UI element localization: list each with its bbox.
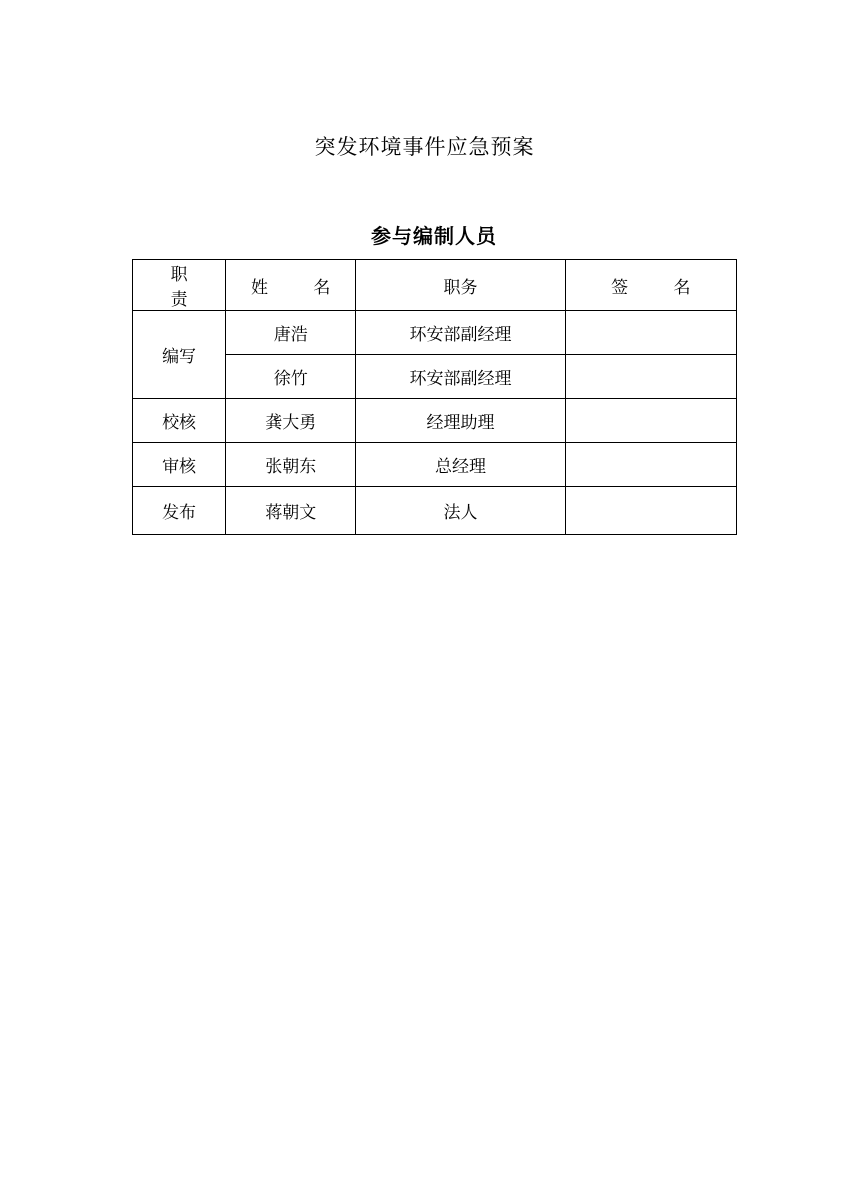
document-title: 突发环境事件应急预案 bbox=[314, 135, 535, 159]
table-row bbox=[133, 311, 737, 355]
signature-cell bbox=[565, 487, 736, 535]
name-cell: 徐竹 bbox=[226, 355, 356, 399]
role-cell: 编写 bbox=[133, 311, 226, 399]
name-cell: 蒋朝文 bbox=[226, 487, 356, 535]
position-cell: 环安部副经理 bbox=[356, 311, 565, 355]
signature-cell bbox=[565, 399, 736, 443]
header-signature: 签 名 bbox=[565, 260, 736, 311]
position-cell: 法人 bbox=[356, 487, 565, 535]
position-cell: 经理助理 bbox=[356, 399, 565, 443]
table-row bbox=[133, 487, 737, 535]
table-row bbox=[133, 443, 737, 487]
position-cell: 环安部副经理 bbox=[356, 355, 565, 399]
header-position: 职务 bbox=[356, 260, 565, 311]
role-cell: 校核 bbox=[133, 399, 226, 443]
header-role: 职 责 bbox=[133, 260, 226, 311]
table-header-row bbox=[133, 260, 737, 311]
staff-table bbox=[132, 259, 737, 535]
position-cell: 总经理 bbox=[356, 443, 565, 487]
section-title: 参与编制人员 bbox=[371, 224, 497, 248]
role-cell: 审核 bbox=[133, 443, 226, 487]
signature-cell bbox=[565, 311, 736, 355]
name-cell: 唐浩 bbox=[226, 311, 356, 355]
role-cell: 发布 bbox=[133, 487, 226, 535]
signature-cell bbox=[565, 355, 736, 399]
header-name: 姓 名 bbox=[226, 260, 356, 311]
table-row bbox=[133, 399, 737, 443]
name-cell: 张朝东 bbox=[226, 443, 356, 487]
signature-cell bbox=[565, 443, 736, 487]
name-cell: 龚大勇 bbox=[226, 399, 356, 443]
